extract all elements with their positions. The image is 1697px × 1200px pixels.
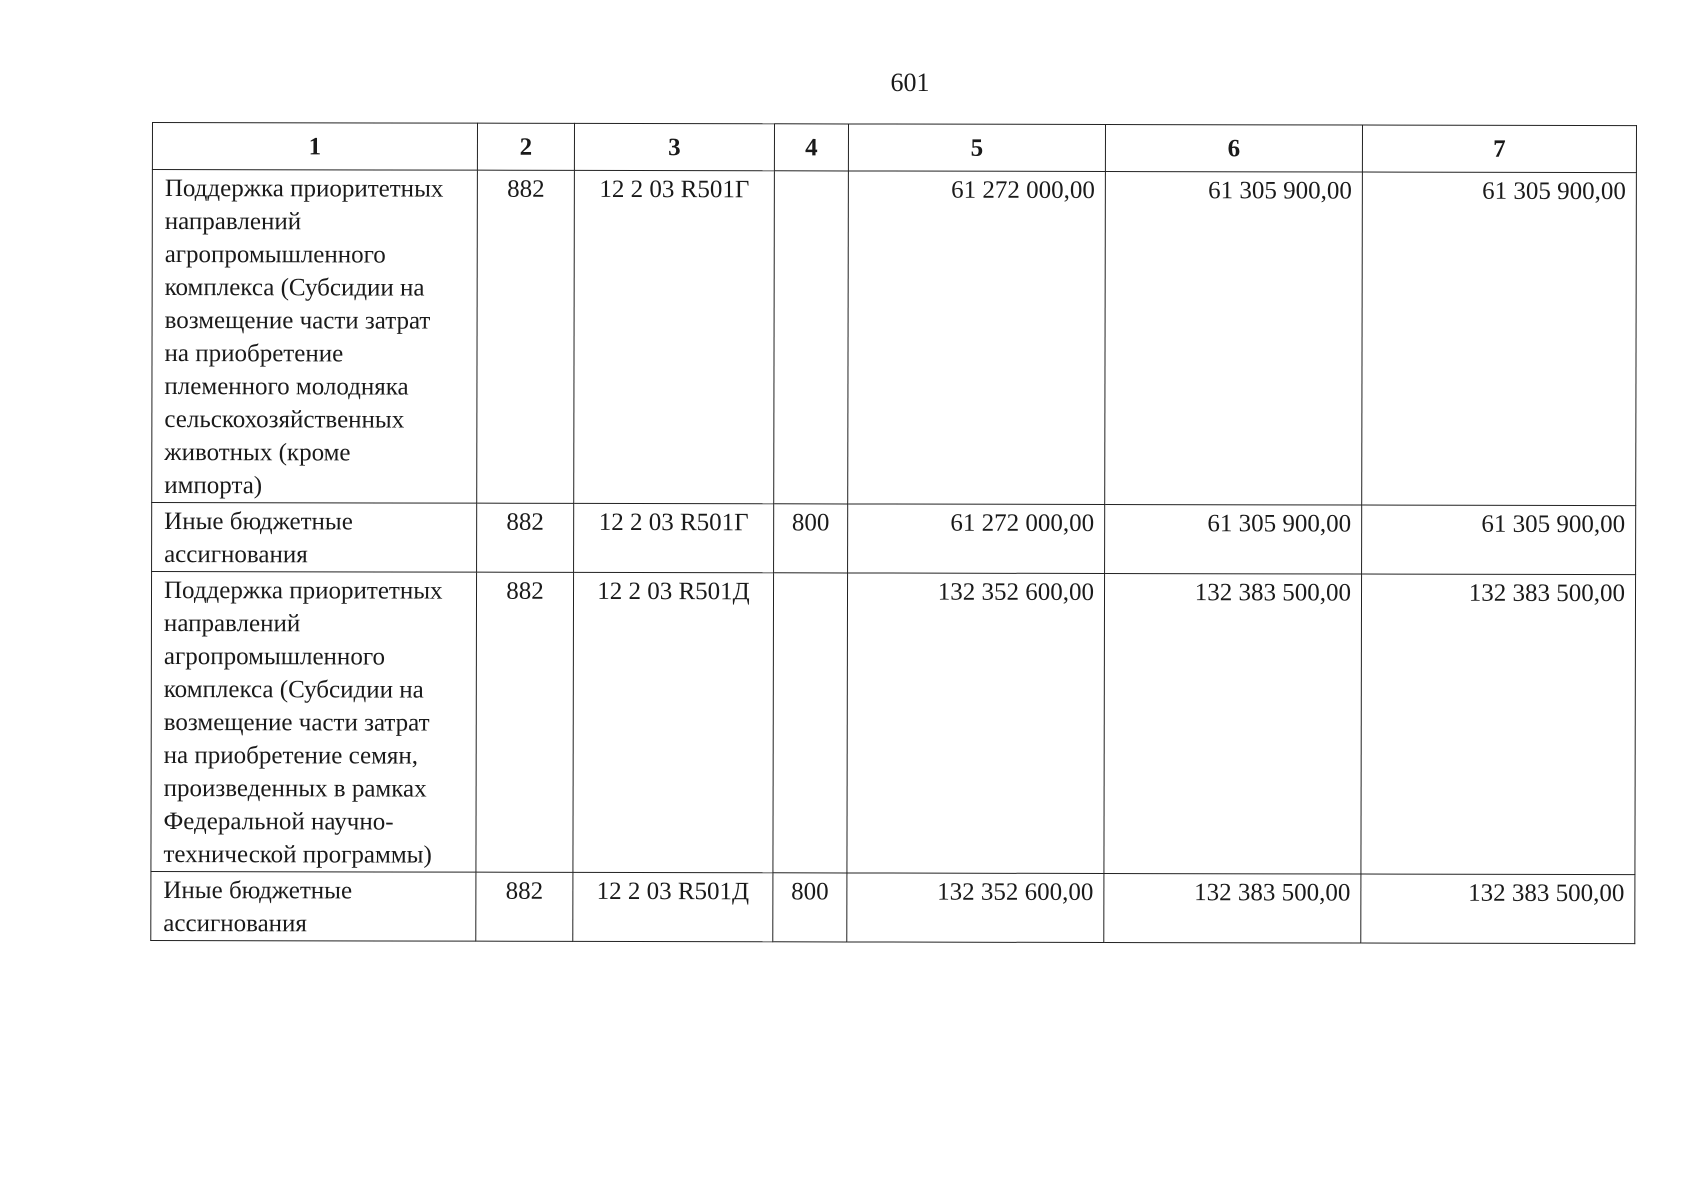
row-name-text: Поддержка приоритетных направлений агропромышленного комплекса (Субсидии на возмещение части затрат на приобретение семян, произведенных в рамках Федеральной научно-технической программы)	[163, 577, 443, 869]
budget-table-container	[150, 122, 1637, 944]
row-col-7: 132 383 500,00	[1361, 874, 1635, 944]
row-col-6: 132 383 500,00	[1104, 573, 1362, 874]
row-col-5: 61 272 000,00	[848, 504, 1105, 574]
row-col-2: 882	[477, 503, 574, 572]
row-col-7: 132 383 500,00	[1361, 574, 1636, 875]
header-col-1: 1	[152, 123, 477, 171]
row-name-text: Поддержка приоритетных направлений агропромышленного комплекса (Субсидии на возмещение части затрат на приобретение племенного молодняка сельскохозяйственных животных (кроме импорта)	[164, 175, 444, 500]
row-col-4	[773, 573, 848, 873]
row-col-6: 61 305 900,00	[1105, 504, 1362, 574]
row-col-7: 61 305 900,00	[1362, 505, 1636, 575]
row-name	[151, 871, 476, 941]
header-col-5: 5	[848, 124, 1105, 172]
row-col-2: 882	[477, 170, 575, 503]
row-col-4	[774, 171, 849, 504]
header-col-6: 6	[1105, 124, 1362, 172]
header-col-4: 4	[774, 124, 848, 171]
header-col-3: 3	[574, 123, 774, 170]
header-row	[152, 123, 1636, 173]
row-col-6: 61 305 900,00	[1105, 171, 1363, 505]
table-row	[151, 572, 1636, 875]
row-col-2: 882	[476, 572, 574, 872]
row-col-7: 61 305 900,00	[1362, 172, 1637, 506]
row-name	[152, 503, 477, 573]
table-row	[151, 871, 1635, 943]
header-col-2: 2	[477, 123, 574, 170]
table-row	[152, 503, 1636, 575]
row-col-2: 882	[476, 872, 573, 941]
row-name-text: Иные бюджетные ассигнования	[164, 508, 353, 569]
table-row	[152, 170, 1637, 506]
row-col-5: 132 352 600,00	[847, 873, 1104, 943]
row-col-3: 12 2 03 R501Г	[574, 503, 774, 572]
row-col-6: 132 383 500,00	[1104, 873, 1361, 943]
row-col-3: 12 2 03 R501Д	[573, 572, 774, 872]
row-col-3: 12 2 03 R501Д	[573, 872, 773, 941]
row-name	[151, 572, 477, 873]
row-col-4: 800	[773, 873, 847, 942]
row-col-3: 12 2 03 R501Г	[574, 170, 775, 503]
header-col-7: 7	[1362, 125, 1636, 173]
page-number: 601	[890, 68, 930, 97]
row-col-5: 132 352 600,00	[847, 573, 1105, 874]
row-name	[152, 170, 478, 504]
budget-table	[150, 122, 1637, 944]
row-col-4: 800	[774, 504, 848, 573]
row-name-text: Иные бюджетные ассигнования	[163, 877, 353, 938]
row-col-5: 61 272 000,00	[848, 171, 1106, 505]
